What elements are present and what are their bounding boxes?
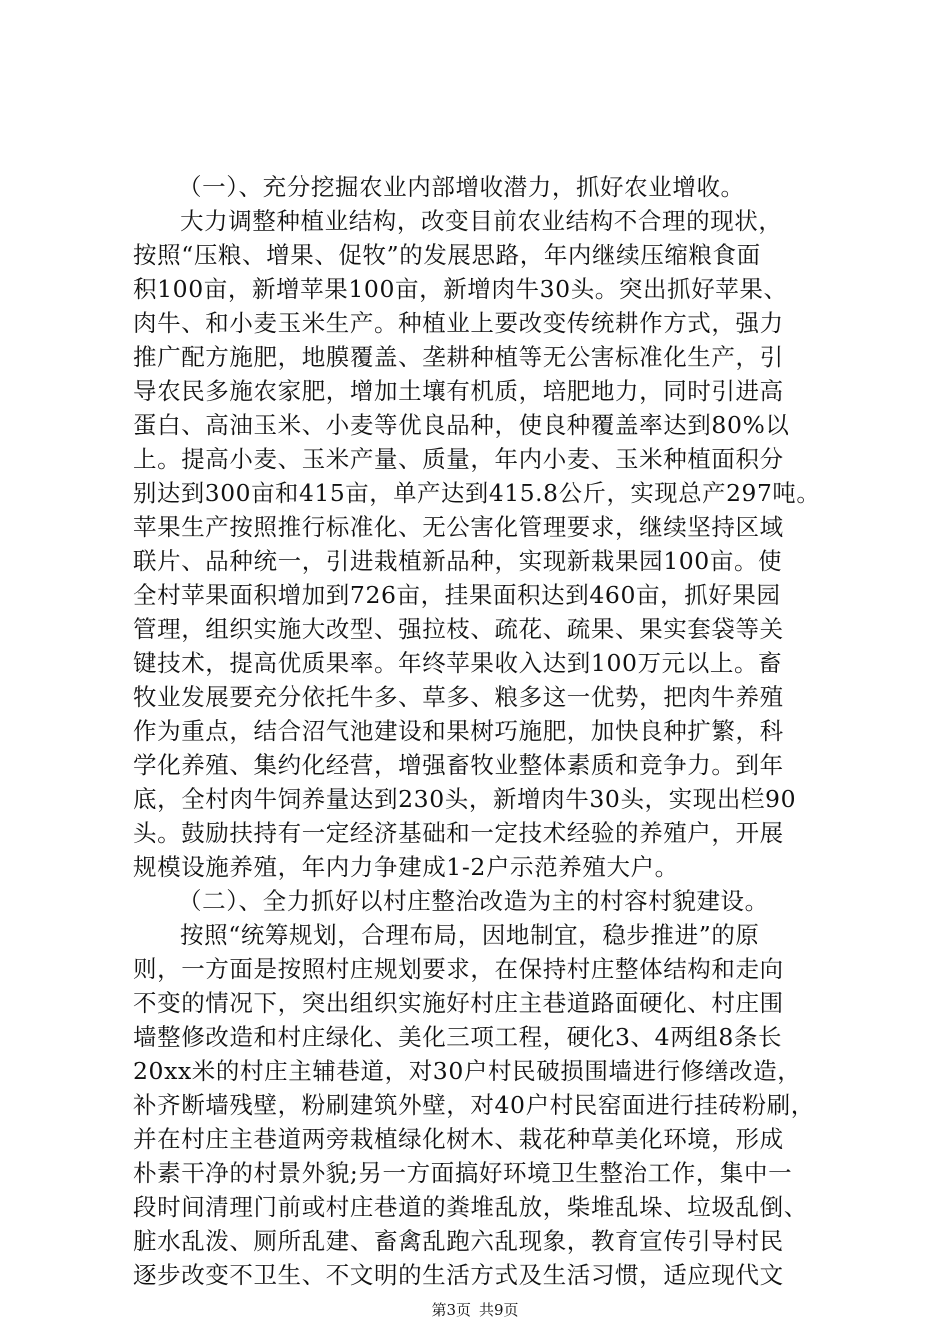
paragraph-line: 底，全村肉牛饲养量达到230头，新增肉牛30头，实现出栏90 <box>133 785 797 813</box>
paragraph-line: 则，一方面是按照村庄规划要求，在保持村庄整体结构和走向 <box>133 955 784 983</box>
heading-section-2: （二）、全力抓好以村庄整治改造为主的村容村貌建设。 <box>178 887 769 915</box>
paragraph-line: 不变的情况下，突出组织实施好村庄主巷道路面硬化、村庄围 <box>133 989 784 1017</box>
paragraph-line: 朴素干净的村景外貌;另一方面搞好环境卫生整治工作，集中一 <box>133 1159 793 1187</box>
paragraph-line: 联片、品种统一，引进栽植新品种，实现新栽果园100亩。使 <box>133 547 783 575</box>
page-footer <box>0 1300 950 1320</box>
paragraph-line: 逐步改变不卫生、不文明的生活方式及生活习惯，适应现代文 <box>133 1261 784 1289</box>
paragraph-line: 蛋白、高油玉米、小麦等优良品种，使良种覆盖率达到80%以 <box>133 411 790 439</box>
paragraph-line: 管理，组织实施大改型、强拉枝、疏花、疏果、果实套袋等关 <box>133 615 784 643</box>
paragraph-line: 别达到300亩和415亩，单产达到415.8公斤，实现总产297吨。 <box>133 479 821 507</box>
paragraph-line: 上。提高小麦、玉米产量、质量，年内小麦、玉米种植面积分 <box>133 445 784 473</box>
heading-section-1: （一）、充分挖掘农业内部增收潜力，抓好农业增收。 <box>178 173 745 201</box>
paragraph-line: 积100亩，新增苹果100亩，新增肉牛30头。突出抓好苹果、 <box>133 275 788 303</box>
paragraph-line: 规模设施养殖，年内力争建成1-2户示范养殖大户。 <box>133 853 679 881</box>
paragraph-line: 头。鼓励扶持有一定经济基础和一定技术经验的养殖户，开展 <box>133 819 784 847</box>
paragraph-line: 大力调整种植业结构，改变目前农业结构不合理的现状， <box>180 207 783 235</box>
paragraph-line: 牧业发展要充分依托牛多、草多、粮多这一优势，把肉牛养殖 <box>133 683 784 711</box>
page-number-current: 第3页 <box>431 1301 471 1319</box>
paragraph-line: 肉牛、和小麦玉米生产。种植业上要改变传统耕作方式，强力 <box>133 309 784 337</box>
page-number-total: 共9页 <box>479 1301 519 1319</box>
paragraph-line: 按照“压粮、增果、促牧”的发展思路，年内继续压缩粮食面 <box>133 241 761 269</box>
paragraph-line: 全村苹果面积增加到726亩，挂果面积达到460亩，抓好果园 <box>133 581 781 609</box>
paragraph-line: 键技术，提高优质果率。年终苹果收入达到100万元以上。畜 <box>133 649 783 677</box>
paragraph-line: 并在村庄主巷道两旁栽植绿化树木、栽花种草美化环境，形成 <box>133 1125 784 1153</box>
paragraph-line: 苹果生产按照推行标准化、无公害化管理要求，继续坚持区域 <box>133 513 784 541</box>
paragraph-line: 脏水乱泼、厕所乱建、畜禽乱跑六乱现象，教育宣传引导村民 <box>133 1227 784 1255</box>
paragraph-line: 作为重点，结合沼气池建设和果树巧施肥，加快良种扩繁，科 <box>133 717 784 745</box>
paragraph-line: 推广配方施肥，地膜覆盖、垄耕种植等无公害标准化生产，引 <box>133 343 784 371</box>
paragraph-line: 20xx米的村庄主辅巷道，对30户村民破损围墙进行修缮改造， <box>133 1057 802 1085</box>
paragraph-line: 按照“统筹规划，合理布局，因地制宜，稳步推进”的原 <box>180 921 760 949</box>
paragraph-line: 学化养殖、集约化经营，增强畜牧业整体素质和竞争力。到年 <box>133 751 784 779</box>
paragraph-line: 段时间清理门前或村庄巷道的粪堆乱放，柴堆乱垛、垃圾乱倒、 <box>133 1193 808 1221</box>
paragraph-line: 墙整修改造和村庄绿化、美化三项工程，硬化3、4两组8条长 <box>133 1023 783 1051</box>
paragraph-line: 导农民多施农家肥，增加土壤有机质，培肥地力，同时引进高 <box>133 377 784 405</box>
paragraph-line: 补齐断墙残壁，粉刷建筑外壁，对40户村民窑面进行挂砖粉刷， <box>133 1091 815 1119</box>
